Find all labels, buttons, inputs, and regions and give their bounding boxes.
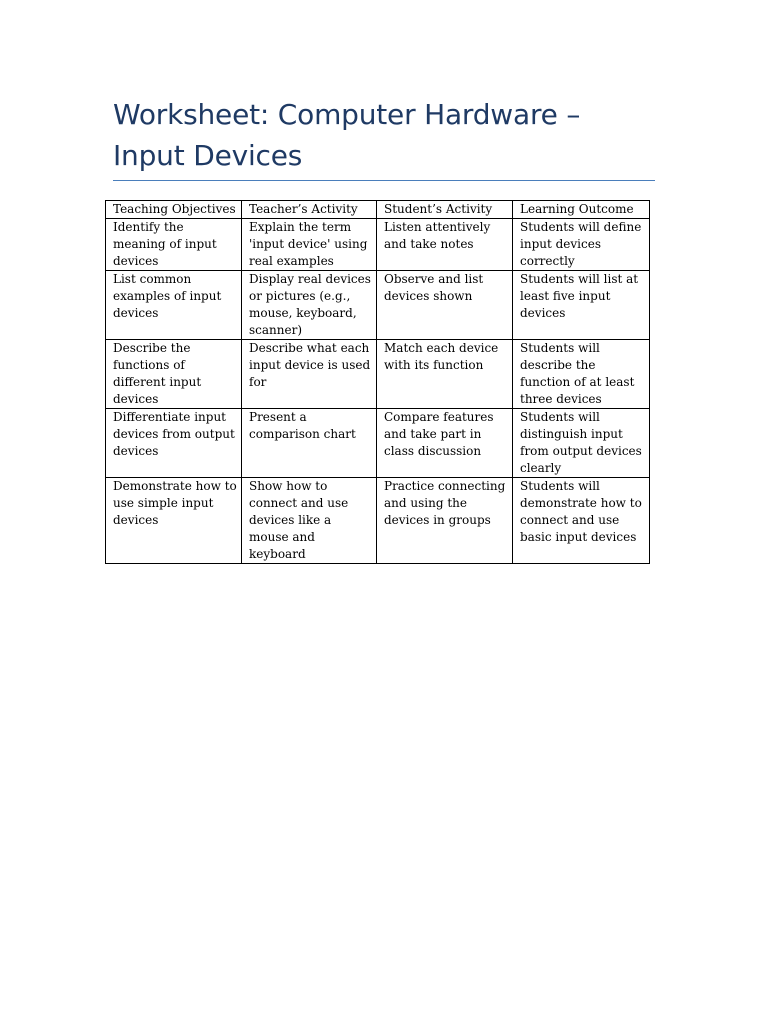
lesson-plan-table — [105, 200, 650, 564]
cell-student-activity: Listen attentively and take notes — [377, 219, 513, 271]
cell-learning-outcome: Students will define input devices correctly — [513, 219, 650, 271]
table-row — [106, 409, 650, 478]
cell-learning-outcome: Students will demonstrate how to connect and use basic input devices — [513, 478, 650, 564]
header-teaching-objectives: Teaching Objectives — [106, 201, 242, 219]
cell-objective: List common examples of input devices — [106, 271, 242, 340]
header-students-activity: Student’s Activity — [377, 201, 513, 219]
cell-learning-outcome: Students will list at least five input devices — [513, 271, 650, 340]
cell-objective: Differentiate input devices from output devices — [106, 409, 242, 478]
cell-objective: Identify the meaning of input devices — [106, 219, 242, 271]
table-row — [106, 340, 650, 409]
cell-teacher-activity: Describe what each input device is used for — [242, 340, 377, 409]
cell-objective: Describe the functions of different input devices — [106, 340, 242, 409]
cell-teacher-activity: Present a comparison chart — [242, 409, 377, 478]
cell-student-activity: Observe and list devices shown — [377, 271, 513, 340]
cell-teacher-activity: Display real devices or pictures (e.g., mouse, keyboard, scanner) — [242, 271, 377, 340]
cell-teacher-activity: Show how to connect and use devices like a mouse and keyboard — [242, 478, 377, 564]
cell-teacher-activity: Explain the term 'input device' using real examples — [242, 219, 377, 271]
cell-learning-outcome: Students will describe the function of at least three devices — [513, 340, 650, 409]
cell-objective: Demonstrate how to use simple input devices — [106, 478, 242, 564]
table-header-row — [106, 201, 650, 219]
cell-student-activity: Practice connecting and using the devices in groups — [377, 478, 513, 564]
table-row — [106, 478, 650, 564]
document-title: Worksheet: Computer Hardware – Input Devices — [113, 98, 581, 172]
header-learning-outcome: Learning Outcome — [513, 201, 650, 219]
table-row — [106, 271, 650, 340]
title-underline — [113, 180, 655, 181]
cell-student-activity: Compare features and take part in class discussion — [377, 409, 513, 478]
cell-learning-outcome: Students will distinguish input from output devices clearly — [513, 409, 650, 478]
cell-student-activity: Match each device with its function — [377, 340, 513, 409]
header-teachers-activity: Teacher’s Activity — [242, 201, 377, 219]
table-row — [106, 219, 650, 271]
